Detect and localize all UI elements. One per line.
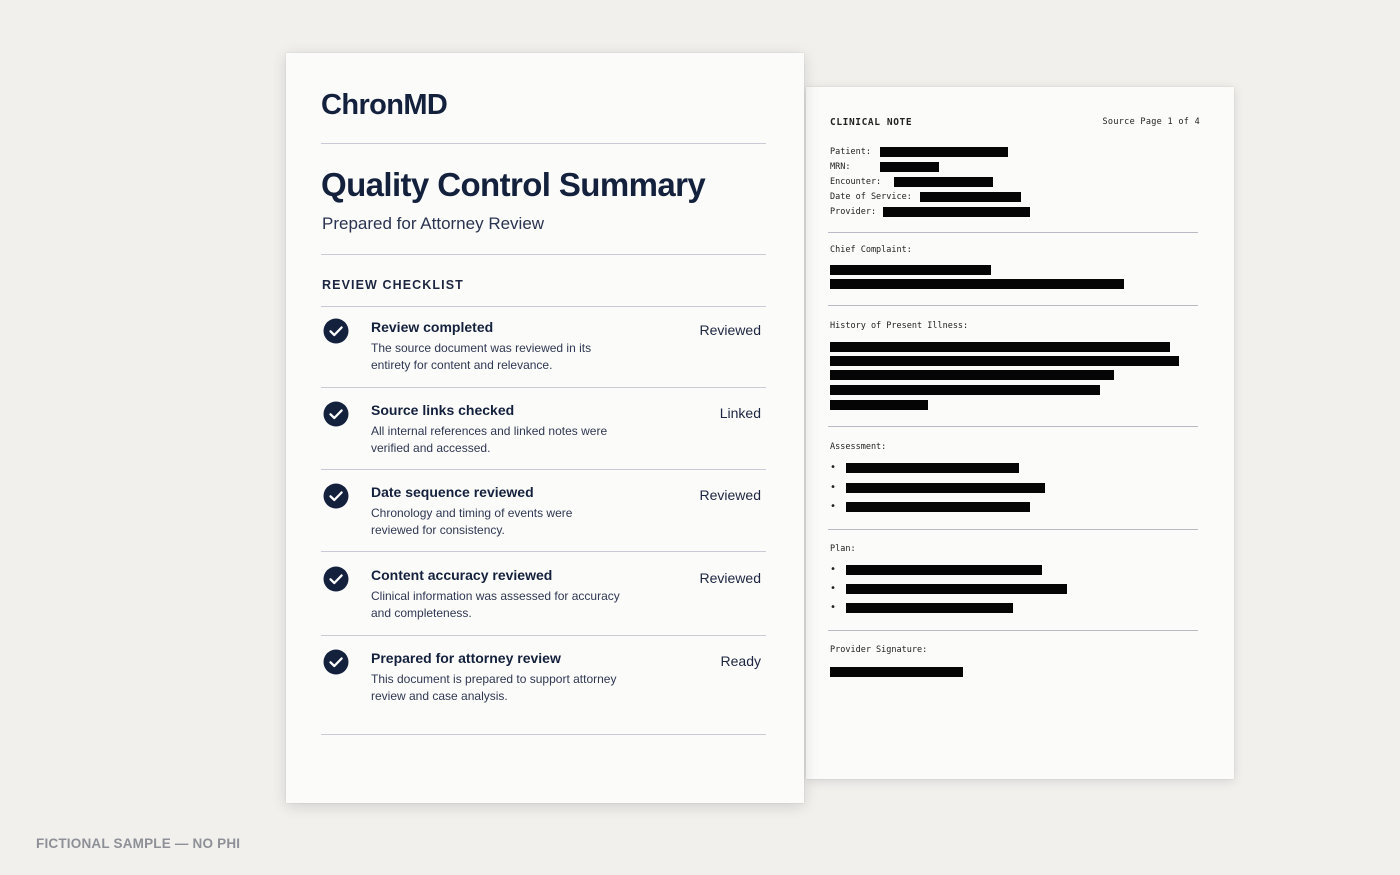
- divider: [321, 469, 766, 470]
- redaction-bar: [894, 177, 993, 187]
- checklist-item-title: Source links checked: [371, 402, 515, 418]
- divider: [321, 551, 766, 552]
- bullet: •: [830, 501, 837, 512]
- signature-redaction-bar: [830, 667, 963, 677]
- source-clinical-note: [806, 87, 1234, 779]
- checklist-item-date-sequence-reviewed: [321, 471, 766, 553]
- check-circle-icon: [323, 401, 349, 427]
- checklist-item-content-accuracy-reviewed: [321, 554, 766, 636]
- divider: [321, 387, 766, 388]
- brand-logo: ChronMD: [321, 89, 448, 121]
- field-label-encounter: Encounter:: [830, 177, 882, 187]
- bullet: •: [830, 564, 837, 575]
- quality-control-summary-page: [286, 53, 804, 803]
- fictional-sample-disclaimer: FICTIONAL SAMPLE — NO PHI: [36, 836, 241, 851]
- divider: [828, 232, 1198, 233]
- page-title: Quality Control Summary: [321, 166, 706, 203]
- divider: [321, 143, 766, 144]
- section-label-chief-complaint: Chief Complaint:: [830, 245, 912, 255]
- bullet: •: [830, 462, 837, 473]
- redaction-bar: [846, 483, 1045, 493]
- divider: [321, 635, 766, 636]
- checklist-item-description: Chronology and timing of events were reviewed for consistency.: [371, 506, 573, 537]
- checklist-item-description: This document is prepared to support attorney review and case analysis.: [371, 672, 617, 703]
- bullet: •: [830, 602, 837, 613]
- redaction-bar: [846, 584, 1067, 594]
- field-label-date-of-service: Date of Service:: [830, 192, 912, 202]
- checklist-item-description: Clinical information was assessed for accuracy and completeness.: [371, 589, 620, 620]
- checklist-item-review-completed: [321, 306, 766, 388]
- check-circle-icon: [323, 318, 349, 344]
- redaction-bar: [830, 279, 1124, 289]
- redaction-bar: [883, 207, 1030, 217]
- redaction-bar: [920, 192, 1021, 202]
- status-label: Linked: [719, 405, 761, 421]
- redaction-bar: [880, 147, 1008, 157]
- status-label: Ready: [720, 653, 761, 669]
- status-label: Reviewed: [699, 570, 761, 586]
- divider: [828, 305, 1198, 306]
- check-circle-icon: [323, 483, 349, 509]
- redaction-bar: [880, 162, 939, 172]
- redaction-bar: [846, 463, 1019, 473]
- note-title: CLINICAL NOTE: [830, 117, 913, 128]
- divider: [828, 529, 1198, 530]
- redaction-bar: [830, 400, 928, 410]
- field-label-patient: Patient:: [830, 147, 871, 157]
- checklist-item-title: Date sequence reviewed: [371, 484, 534, 500]
- checklist-item-title: Content accuracy reviewed: [371, 567, 553, 583]
- redaction-bar: [830, 370, 1114, 380]
- redaction-bar: [830, 356, 1179, 366]
- section-label-hpi: History of Present Illness:: [830, 321, 969, 331]
- section-label-assessment: Assessment:: [830, 442, 887, 452]
- checklist-item-description: The source document was reviewed in its entirety for content and relevance.: [371, 341, 592, 372]
- redaction-bar: [846, 502, 1030, 512]
- redaction-bar: [830, 265, 991, 275]
- divider: [828, 426, 1198, 427]
- bullet: •: [830, 482, 837, 493]
- redaction-bar: [830, 385, 1100, 395]
- divider: [321, 734, 766, 735]
- divider: [828, 630, 1198, 631]
- page-subtitle: Prepared for Attorney Review: [322, 214, 545, 233]
- checklist-item-title: Prepared for attorney review: [371, 650, 561, 666]
- check-circle-icon: [323, 566, 349, 592]
- section-label-review-checklist: REVIEW CHECKLIST: [322, 278, 464, 292]
- checklist-item-title: Review completed: [371, 319, 494, 335]
- bullet: •: [830, 583, 837, 594]
- checklist-item-prepared-for-attorney-review: [321, 637, 766, 719]
- check-circle-icon: [323, 649, 349, 675]
- redaction-bar: [846, 603, 1013, 613]
- divider: [321, 254, 766, 255]
- field-label-provider: Provider:: [830, 207, 877, 217]
- status-label: Reviewed: [699, 487, 761, 503]
- redaction-bar: [830, 342, 1170, 352]
- status-label: Reviewed: [699, 322, 761, 338]
- checklist-item-description: All internal references and linked notes were verified and accessed.: [371, 424, 608, 455]
- source-page-indicator: Source Page 1 of 4: [1102, 117, 1200, 127]
- redaction-bar: [846, 565, 1042, 575]
- section-label-plan: Plan:: [830, 544, 856, 554]
- checklist-item-source-links-checked: [321, 389, 766, 471]
- section-label-provider-signature: Provider Signature:: [830, 645, 928, 655]
- field-label-mrn: MRN:: [830, 162, 851, 172]
